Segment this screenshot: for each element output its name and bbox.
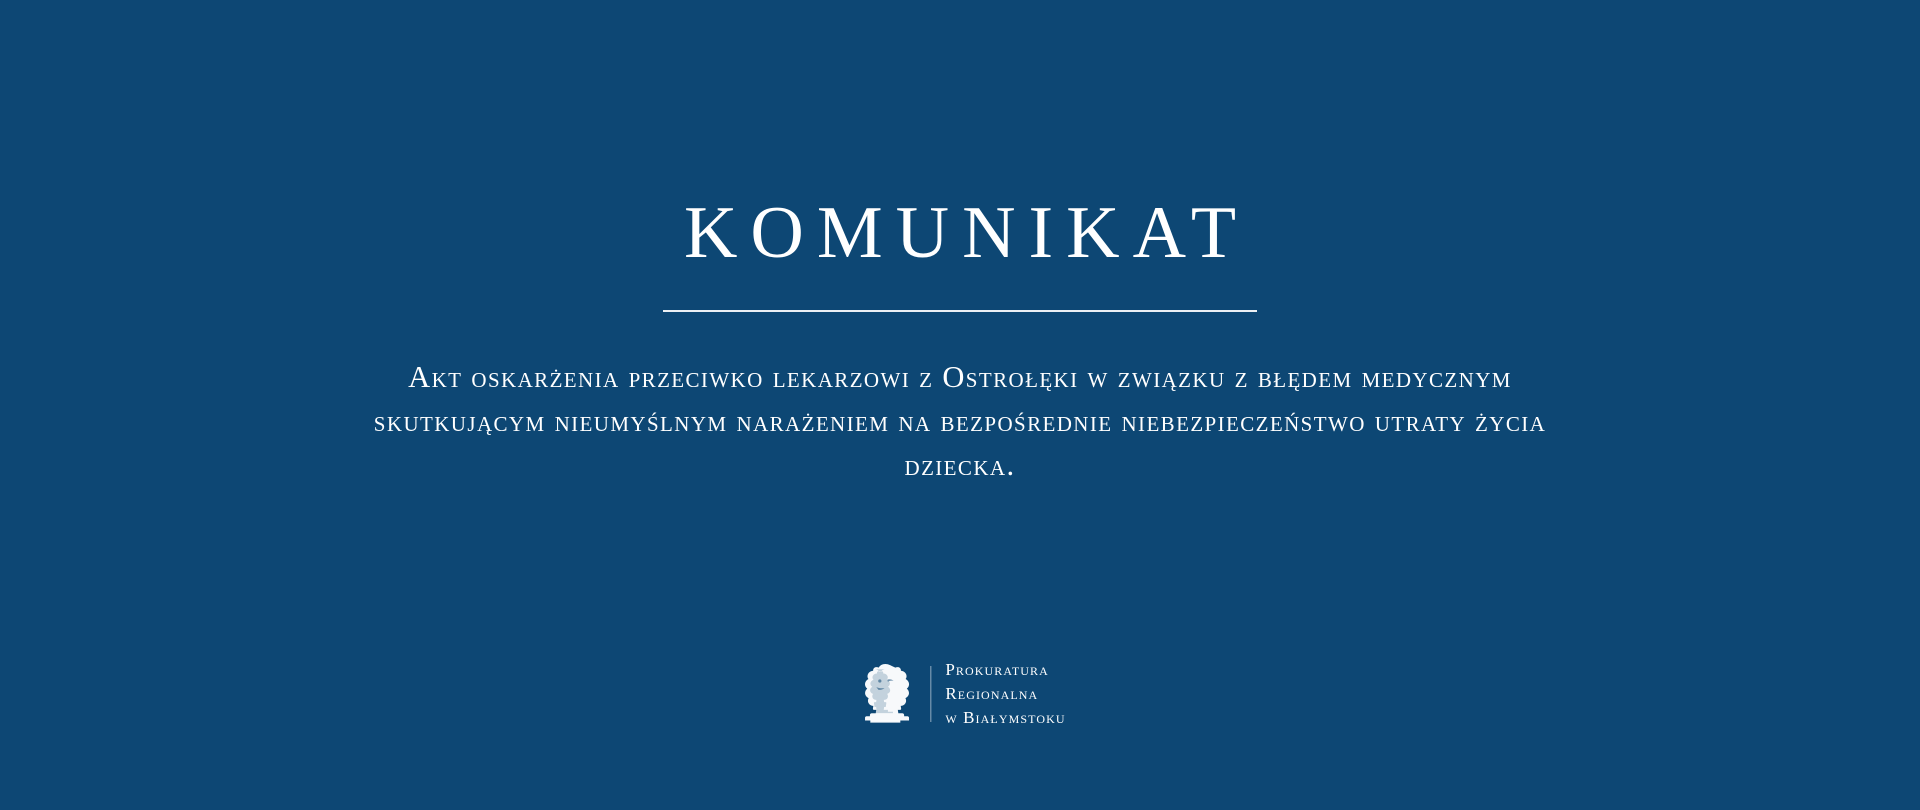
organization-name-line-1: Prokuratura [945, 659, 1049, 679]
polish-eagle-emblem-icon [854, 660, 916, 728]
announcement-text: Akt oskarżenia przeciwko lekarzowi z Ostrołęki w związku z błędem medycznym skutkującym nieumyślnym narażeniem na bezpośrednie niebezpieczeństwo utraty życia dziecka. [373, 360, 1547, 482]
logo-separator [930, 666, 931, 722]
organization-name [945, 658, 1065, 730]
organization-logo [854, 658, 1065, 730]
organization-name-line-2: Regionalna [945, 683, 1039, 703]
title-divider [663, 310, 1257, 312]
page-title: KOMUNIKAT [683, 192, 1250, 274]
organization-name-line-3: w Białymstoku [945, 707, 1066, 727]
